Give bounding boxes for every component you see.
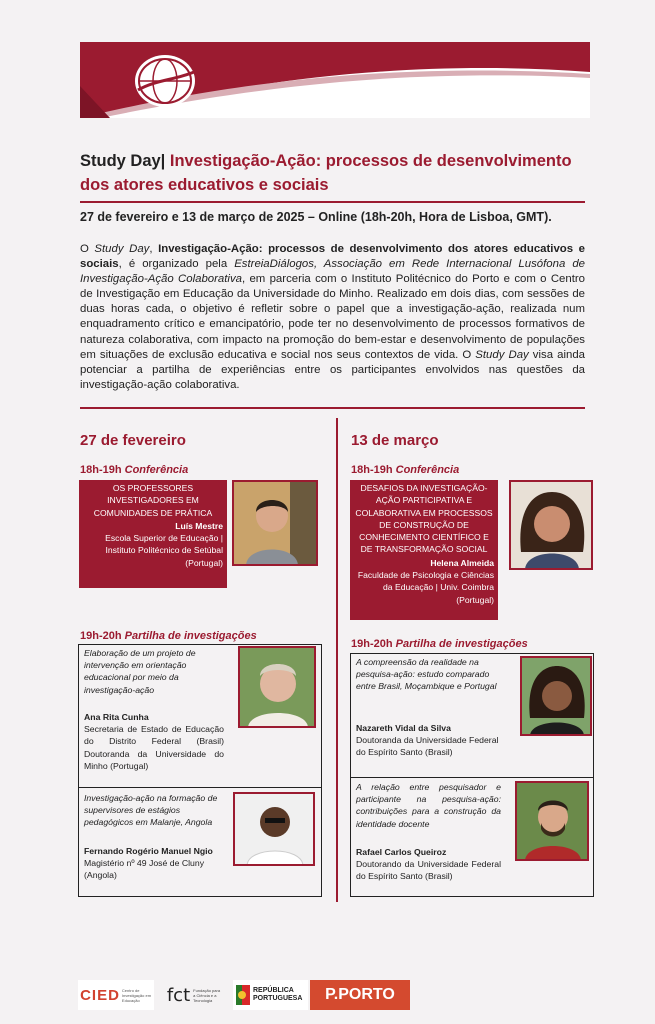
day1-speaker-photo (232, 480, 318, 566)
cied-logo: CIED Centro de Investigação em Educação (78, 980, 154, 1010)
intro-paragraph: O Study Day, Investigação-Ação: processos de desenvolvimento dos atores educativos e sociais, é organizado pela EstreiaDiálogos, Associação em Rede Internacional Lusófona de Investigação-Ação Colaborativa, em parceria com o Instituto Politécnico do Porto e com o Centro de Investigação em Educação da Universidade do Minho. Realizado em dois dias, com sessões de duas horas cada, o objetivo é refletir sobre o papel que a investigação-ação, realizada num enquadramento crítico e emancipatório, pode ter no desenvolvimento de processos formativos de natureza colaborativa, com impacto na promoção do bem-estar e desenvolvimento de populações em situações de exclusão educativa e social nos seus contextos de vida. O Study Day visa ainda potenciar a partilha de experiências entre os participantes envolvidos nas questões da investigação-ação colaborativa. (80, 243, 586, 391)
intro-divider (80, 407, 585, 409)
day2-p1-photo (520, 656, 592, 736)
day1-p1-name: Ana Rita Cunha (84, 712, 149, 722)
title-divider (80, 201, 585, 203)
column-divider (336, 418, 338, 902)
day2-speaker-photo (509, 480, 593, 570)
day1-speaker-affiliation: Escola Superior de Educação | Instituto Politécnico de Setúbal (Portugal) (105, 533, 223, 568)
event-dates: 27 de fevereiro e 13 de março de 2025 – Online (18h-20h, Hora de Lisboa, GMT). (80, 210, 552, 224)
day1-presentation-2 (84, 792, 229, 829)
day1-presentation-1-speaker (84, 711, 224, 772)
day2-speaker-name: Helena Almeida (430, 557, 494, 568)
day2-p1-title: A compreensão da realidade na pesquisa-ação: estudo comparado entre Brasil, Moçambique e Portugal (356, 657, 497, 692)
day2-speaker-affiliation: Faculdade de Psicologia e Ciências da Educação | Univ. Coimbra (Portugal) (357, 570, 494, 605)
globe-logo-icon (130, 50, 200, 112)
day2-p2-title: A relação entre pesquisador e participante na pesquisa-ação: contribuições para a construção da identidade docente (356, 782, 501, 829)
day2-p1-affiliation: Doutoranda da Universidade Federal do Espírito Santo (Brasil) (356, 735, 499, 758)
day2-p2-affiliation: Doutorando da Universidade Federal do Espírito Santo (Brasil) (356, 859, 501, 882)
day1-p1-title: Elaboração de um projeto de intervenção em orientação educacional por meio da investigação-ação (84, 648, 196, 695)
day1-conference-box (79, 480, 227, 588)
pporto-logo: P.PORTO (310, 980, 410, 1010)
day1-partilha-time: 19h-20h Partilha de investigações (80, 630, 257, 642)
day2-p1-name: Nazareth Vidal da Silva (356, 723, 451, 733)
day1-conference-time: 18h-19h Conferência (80, 464, 189, 476)
day2-conference-time: 18h-19h Conferência (351, 464, 460, 476)
republica-portuguesa-logo: REPÚBLICA PORTUGUESA (233, 980, 308, 1010)
day2-conference-box (350, 480, 498, 620)
day1-separator (79, 787, 321, 788)
day1-heading: 27 de fevereiro (80, 432, 186, 449)
day2-separator (351, 777, 593, 778)
day1-p1-photo (238, 646, 316, 728)
day1-p2-photo (233, 792, 315, 866)
day1-presentation-1 (84, 647, 226, 696)
day2-presentation-1-speaker (356, 722, 501, 759)
day1-speaker-name: Luís Mestre (175, 520, 223, 531)
day1-p2-affiliation: Magistério nº 49 José de Cluny (Angola) (84, 858, 205, 881)
day1-p2-name: Fernando Rogério Manuel Ngio (84, 846, 213, 856)
header-banner (80, 42, 590, 118)
day2-p2-photo (515, 781, 589, 861)
day2-presentation-1 (356, 656, 501, 693)
title-main: Investigação-Ação: processos de desenvolvimento dos atores educativos e sociais (80, 152, 572, 194)
day2-conference-title: DESAFIOS DA INVESTIGAÇÃO-AÇÃO PARTICIPATIVA E COLABORATIVA EM PROCESSOS DE CONSTRUÇÃO DE CONHECIMENTO CIENTÍFICO E DE TRANSFORMAÇÃO SOCIAL (355, 483, 493, 555)
day1-p1-affiliation: Secretaria de Estado de Educação do Distrito Federal (Brasil) Doutoranda da Universidade do Minho (Portugal) (84, 724, 224, 771)
day2-presentation-2 (356, 781, 501, 830)
title-prefix: Study Day| (80, 152, 170, 170)
day2-partilha-time: 19h-20h Partilha de investigações (351, 638, 528, 650)
portugal-shield-icon (236, 985, 250, 1005)
day2-heading: 13 de março (351, 432, 439, 449)
day1-conference-title: OS PROFESSORES INVESTIGADORES EM COMUNIDADES DE PRÁTICA (93, 483, 213, 518)
day1-p2-title: Investigação-ação na formação de supervisores de estágios pedagógicos em Malanje, Angola (84, 793, 218, 828)
day2-presentation-2-speaker (356, 846, 501, 883)
day2-p2-name: Rafael Carlos Queiroz (356, 847, 447, 857)
partner-logos (78, 980, 418, 1010)
fct-logo: fct Fundação para a Ciência e a Tecnologia (166, 984, 221, 1006)
day1-presentation-2-speaker (84, 845, 234, 882)
page-title (80, 149, 590, 197)
